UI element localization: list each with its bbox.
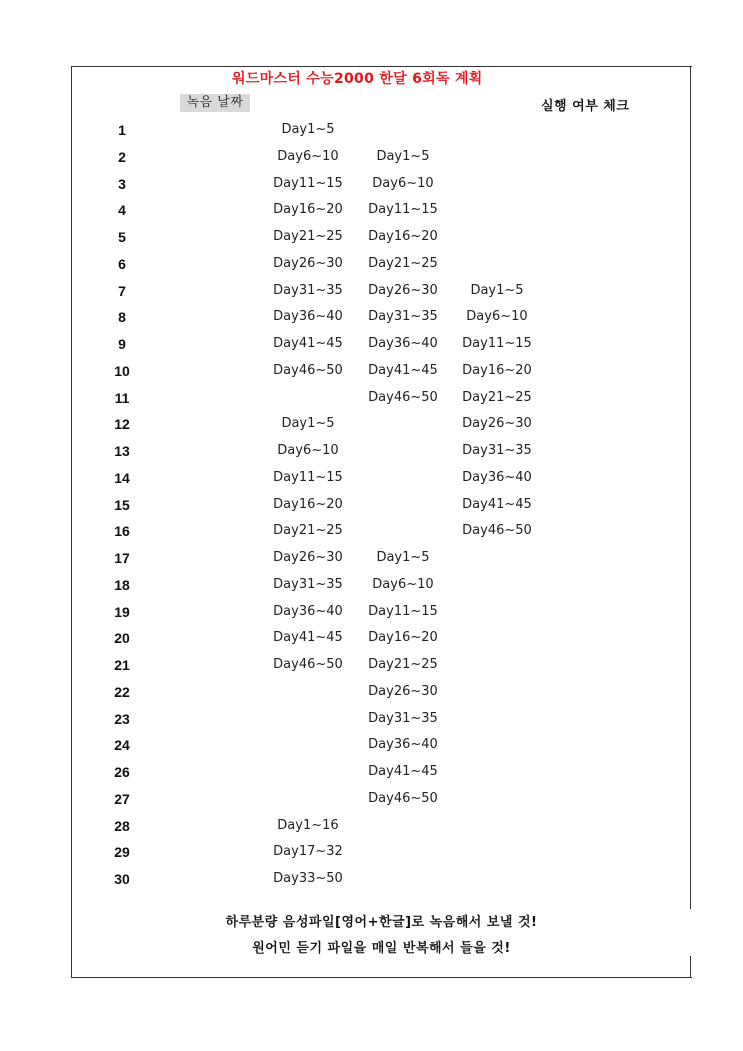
round-1-cell: Day26~30 — [273, 255, 343, 271]
table-row — [0, 548, 743, 568]
round-2-cell: Day6~10 — [372, 175, 434, 191]
round-1-cell: Day17~32 — [273, 844, 343, 860]
day-number: 17 — [114, 550, 130, 566]
round-2-cell: Day46~50 — [368, 389, 438, 405]
round-3-cell: Day41~45 — [462, 496, 532, 512]
day-number: 18 — [114, 576, 130, 593]
table-row — [0, 789, 743, 809]
round-1-cell: Day46~50 — [273, 657, 343, 672]
round-1-cell: Day16~20 — [273, 202, 343, 218]
round-2-cell: Day41~45 — [368, 764, 438, 779]
table-row — [0, 762, 743, 782]
day-number: 5 — [118, 229, 126, 245]
round-1-cell: Day31~35 — [273, 282, 343, 298]
round-2-cell: Day11~15 — [368, 202, 438, 218]
round-1-cell: Day16~20 — [273, 496, 343, 512]
round-1-cell: Day21~25 — [273, 229, 343, 244]
round-1-cell: Day31~35 — [273, 576, 343, 592]
footer-instruction-1: 하루분량 음성파일[영어+한글]로 녹음해서 보낼 것! — [225, 915, 538, 930]
round-3-cell: Day46~50 — [462, 523, 532, 539]
table-row — [0, 334, 743, 354]
round-2-cell: Day6~10 — [372, 576, 434, 592]
table-row — [0, 682, 743, 702]
round-2-cell: Day31~35 — [368, 710, 438, 726]
round-1-cell: Day41~45 — [273, 336, 343, 351]
frame-bottom-border — [71, 977, 692, 978]
round-1-cell: Day41~45 — [273, 630, 343, 646]
table-row — [0, 869, 743, 889]
day-number: 27 — [114, 790, 130, 807]
table-row — [0, 495, 743, 515]
round-1-cell: Day1~5 — [281, 416, 335, 432]
day-number: 21 — [114, 657, 130, 673]
day-number: 22 — [114, 683, 130, 700]
day-number: 15 — [114, 496, 130, 513]
round-3-cell: Day1~5 — [470, 282, 524, 298]
day-number: 6 — [118, 255, 126, 272]
round-2-cell: Day16~20 — [368, 630, 438, 646]
footer-instruction-2: 원어민 듣기 파일을 매일 반복해서 들을 것! — [252, 941, 511, 956]
round-1-cell: Day6~10 — [277, 443, 339, 458]
day-number: 13 — [114, 443, 130, 459]
table-row — [0, 174, 743, 194]
table-row — [0, 147, 743, 167]
round-2-cell: Day36~40 — [368, 336, 438, 351]
round-2-cell: Day26~30 — [368, 683, 438, 699]
day-number: 19 — [114, 603, 130, 620]
table-row — [0, 388, 743, 408]
round-3-cell: Day16~20 — [462, 362, 532, 378]
day-number: 30 — [114, 871, 130, 887]
table-row — [0, 281, 743, 301]
round-3-cell: Day6~10 — [466, 309, 528, 325]
round-2-cell: Day21~25 — [368, 657, 438, 672]
round-1-cell: Day11~15 — [273, 175, 343, 191]
round-2-cell: Day16~20 — [368, 229, 438, 244]
round-2-cell: Day46~50 — [368, 790, 438, 806]
table-row — [0, 735, 743, 755]
table-row — [0, 414, 743, 434]
table-row — [0, 227, 743, 247]
recording-date-label: 녹음 날짜 — [180, 94, 250, 112]
table-row — [0, 521, 743, 541]
day-number: 2 — [118, 148, 126, 165]
day-number: 29 — [114, 844, 130, 861]
frame-top-border — [71, 66, 692, 67]
round-2-cell: Day36~40 — [368, 737, 438, 753]
table-row — [0, 200, 743, 220]
round-2-cell: Day1~5 — [376, 148, 430, 164]
table-row — [0, 120, 743, 140]
day-number: 8 — [118, 309, 126, 326]
round-2-cell: Day11~15 — [368, 603, 438, 619]
table-row — [0, 816, 743, 836]
day-number: 12 — [114, 416, 130, 433]
table-row — [0, 307, 743, 327]
day-number: 10 — [114, 362, 130, 379]
day-number: 1 — [118, 122, 126, 138]
round-1-cell: Day6~10 — [277, 148, 339, 164]
day-number: 28 — [114, 817, 130, 834]
table-row — [0, 602, 743, 622]
table-row — [0, 655, 743, 675]
round-3-cell: Day36~40 — [462, 469, 532, 485]
day-number: 24 — [114, 737, 130, 754]
day-number: 11 — [114, 389, 130, 406]
day-number: 4 — [118, 202, 126, 219]
round-1-cell: Day21~25 — [273, 523, 343, 539]
frame-right-border-lower — [690, 956, 691, 978]
table-row — [0, 361, 743, 381]
table-row — [0, 628, 743, 648]
day-number: 7 — [118, 282, 126, 299]
day-number: 23 — [114, 710, 130, 727]
execution-check-label: 실행 여부 체크 — [541, 99, 630, 114]
day-number: 14 — [114, 469, 130, 486]
round-3-cell: Day21~25 — [462, 389, 532, 405]
round-2-cell: Day41~45 — [368, 362, 438, 378]
round-1-cell: Day11~15 — [273, 469, 343, 485]
table-row — [0, 842, 743, 862]
round-2-cell: Day26~30 — [368, 282, 438, 298]
round-2-cell: Day1~5 — [376, 550, 430, 565]
round-1-cell: Day1~16 — [277, 817, 339, 833]
table-row — [0, 468, 743, 488]
day-number: 3 — [118, 175, 126, 192]
day-number: 16 — [114, 523, 130, 540]
page-title: 워드마스터 수능2000 한달 6회독 계획 — [232, 71, 483, 87]
table-row — [0, 575, 743, 595]
round-1-cell: Day46~50 — [273, 362, 343, 378]
table-row — [0, 709, 743, 729]
day-number: 9 — [118, 336, 126, 352]
day-number: 26 — [114, 764, 130, 780]
round-3-cell: Day26~30 — [462, 416, 532, 432]
round-3-cell: Day11~15 — [462, 336, 532, 351]
round-1-cell: Day36~40 — [273, 309, 343, 325]
round-1-cell: Day26~30 — [273, 550, 343, 565]
table-row — [0, 254, 743, 274]
day-number: 20 — [114, 630, 130, 647]
round-2-cell: Day21~25 — [368, 255, 438, 271]
round-3-cell: Day31~35 — [462, 443, 532, 458]
round-2-cell: Day31~35 — [368, 309, 438, 325]
round-1-cell: Day36~40 — [273, 603, 343, 619]
round-1-cell: Day1~5 — [281, 122, 335, 137]
round-1-cell: Day33~50 — [273, 871, 343, 886]
table-row — [0, 441, 743, 461]
